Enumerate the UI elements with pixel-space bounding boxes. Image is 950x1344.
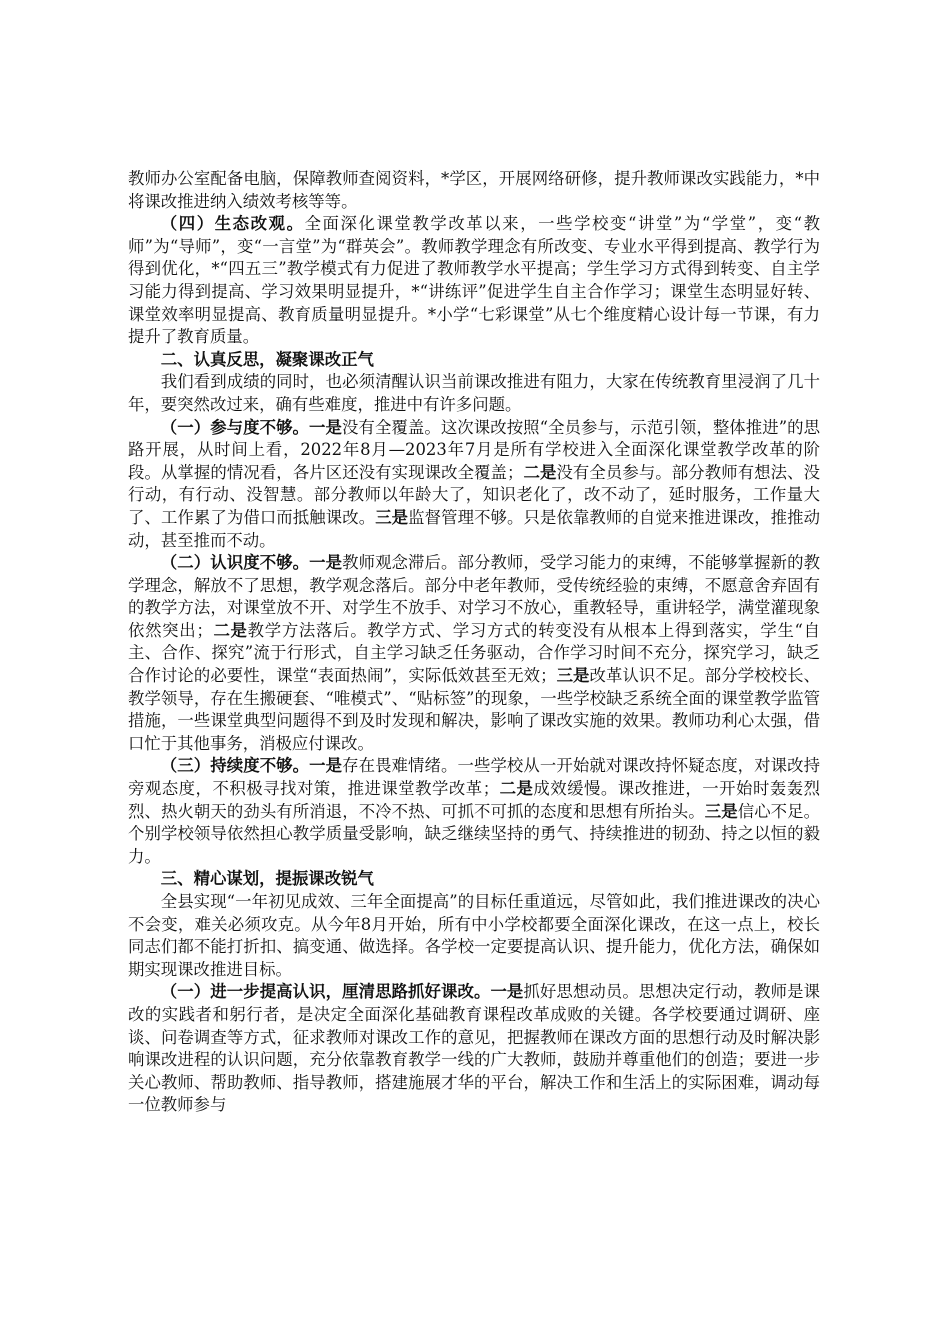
point-text-1: 存在畏难情绪。一些学校从一开始就对课改持怀疑态度，对课改持旁观态度，不积极寻找对策，推进课堂教学改革； bbox=[128, 756, 821, 799]
point-text-3: 改革认识不足。部分学校校长、教学领导，存在生搬硬套、“唯模式”、“贴标签”的现象，一些学校缺乏系统全面的课堂教学监管措施，一些课堂典型问题得不到及时发现和解决，影响了课改实施的效果。教师功利心太强，借口忙于其他事务，消极应付课改。 bbox=[128, 666, 820, 753]
paragraph-continuity bbox=[128, 755, 820, 868]
paragraph-lead: （二）认识度不够。 bbox=[160, 553, 310, 573]
point-marker-3: 三是 bbox=[375, 507, 409, 527]
point-marker-1: 一是 bbox=[309, 756, 343, 776]
paragraph-lead: （一）进一步提高认识，厘清思路抓好课改。 bbox=[160, 982, 491, 1002]
point-text-1: 没有全覆盖。这次课改按照“全员参与，示范引领，整体推进”的思路开展，从时间上看，2022年8月—2023年7月是所有学校进入全面深化课堂教学改革的阶段。从掌握的情况看，各片区还没有实现课改全覆盖； bbox=[128, 417, 821, 482]
paragraph-ecology-change bbox=[128, 213, 820, 349]
point-marker-3: 三是 bbox=[704, 801, 738, 821]
paragraph-planning-intro bbox=[128, 891, 820, 981]
point-text-2: 成效缓慢。课改推进，一开始时轰轰烈烈、热火朝天的劲头有所消退，不冷不热、可抓不可抓的态度和思想有所抬头。 bbox=[128, 779, 821, 821]
point-text-2: 教学方法落后。教学方式、学习方式的转变没有从根本上得到落实，学生“自主、合作、探究”流于行形式，自主学习缺乏任务驱动，合作学习时间不充分，探究学习，缺乏合作讨论的必要性，课堂“表面热闹”，实际低效甚至无效； bbox=[128, 620, 821, 686]
point-marker-1: 一是 bbox=[309, 553, 343, 573]
paragraph-participation bbox=[128, 417, 820, 553]
paragraph-reflection-intro bbox=[128, 371, 820, 416]
point-text-2: 没有全员参与。部分教师有想法、没行动，有行动、没智慧。部分教师以年龄大了，知识老化了，改不动了，延时服务，工作量大了、工作累了为借口而抵触课改。 bbox=[128, 462, 821, 527]
paragraph-awareness bbox=[128, 552, 820, 755]
paragraph-teacher-computers bbox=[128, 168, 820, 213]
point-text-1: 抓好思想动员。思想决定行动，教师是课改的实践者和躬行者，是决定全面深化基础教育课程改革成败的关键。各学校要通过调研、座谈、问卷调查等方式，征求教师对课改工作的意见，把握教师在课改方面的思想行动及时解决影响课改进程的认识问题，充分依靠教育教学一线的广大教师，鼓励并尊重他们的创造；要进一步关心教师、帮助教师、指导教师，搭建施展才华的平台，解决工作和生活上的实际困难，调动每一位教师参与 bbox=[128, 982, 821, 1115]
point-marker-3: 三是 bbox=[556, 666, 590, 686]
document-page bbox=[128, 168, 820, 1117]
paragraph-text: 教师办公室配备电脑，保障教师查阅资料，*学区，开展网络研修，提升教师课改实践能力，*中将课改推进纳入绩效考核等等。 bbox=[128, 169, 820, 211]
paragraph-text: 全面深化课堂教学改革以来，一些学校变“讲堂”为“学堂”，变“教师”为“导师”，变“一言堂”为“群英会”。教师教学理念有所改变、专业水平得到提高、教学行为得到优化，*“四五三”教学模式有力促进了教师教学水平提高；学生学习方式得到转变、自主学习能力得到提高、学习效果明显提升，*“讲练评”促进学生自主合作学习；课堂生态明显好转、课堂效率明显提高、教育质量明显提升。*小学“七彩课堂”从七个维度精心设计每一节课，有力提升了教育质量。 bbox=[128, 214, 820, 347]
point-text-3: 信心不足。个别学校领导依然担心教学质量受影响，缺乏继续坚持的勇气、持续推进的韧劲、持之以恒的毅力。 bbox=[128, 801, 821, 866]
paragraph-text: 我们看到成绩的同时，也必须清醒认识当前课改推进有阻力，大家在传统教育里浸润了几十年，要突然改过来，确有些难度，推进中有许多问题。 bbox=[128, 372, 820, 414]
paragraph-lead: （四）生态改观。 bbox=[160, 214, 305, 234]
point-marker-2: 二是 bbox=[523, 462, 557, 482]
paragraph-lead: （一）参与度不够。 bbox=[160, 417, 310, 437]
section-heading-planning: 三、精心谋划，提振课改锐气 bbox=[160, 869, 374, 889]
point-text-3: 监督管理不够。只是依靠教师的自觉来推进课改，推推动动，甚至推而不动。 bbox=[128, 507, 821, 550]
point-text-1: 教师观念滞后。部分教师，受学习能力的束缚，不能够掌握新的教学理念，解放不了思想，教学观念落后。部分中老年教师，受传统经验的束缚，不愿意舍弃固有的教学方法，对课堂放不开、对学生不放手、对学习不放心，重教轻导，重讲轻学，满堂灌现象依然突出； bbox=[128, 553, 821, 640]
paragraph-lead: （三）持续度不够。 bbox=[160, 756, 310, 776]
paragraph-text: 全县实现“一年初见成效、三年全面提高”的目标任重道远，尽管如此，我们推进课改的决心不会变，难关必须攻克。从今年8月开始，所有中小学校都要全面深化课改，在这一点上，校长同志们都不能打折扣、搞变通、做选择。各学校一定要提高认识、提升能力，优化方法，确保如期实现课改推进目标。 bbox=[128, 892, 820, 979]
point-marker-2: 二是 bbox=[499, 779, 534, 799]
point-marker-2: 二是 bbox=[212, 620, 248, 640]
point-marker-1: 一是 bbox=[490, 982, 524, 1002]
point-marker-1: 一是 bbox=[309, 417, 342, 437]
section-heading-reflection: 二、认真反思，凝聚课改正气 bbox=[160, 349, 374, 369]
paragraph-raise-awareness bbox=[128, 981, 820, 1117]
